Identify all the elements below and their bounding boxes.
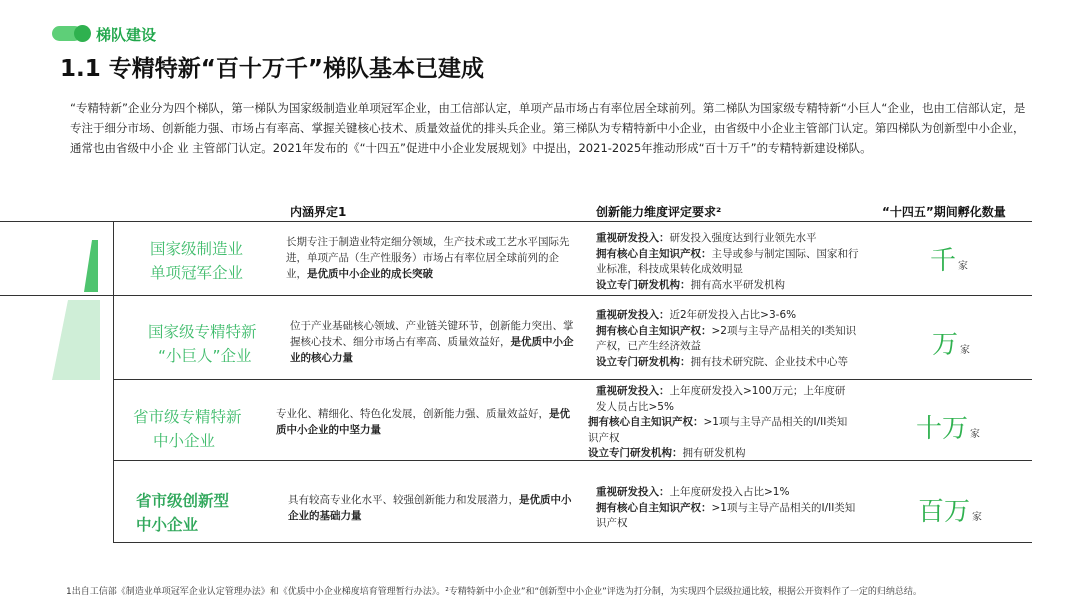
- category-line: 省市级专精特新: [133, 408, 242, 426]
- requirements-row-2: [596, 308, 864, 370]
- requirement-item: 重视研发投入：研发投入强度达到行业领先水平: [596, 232, 817, 244]
- tag-dot-icon: [74, 25, 91, 42]
- header-requirements: 创新能力维度评定要求²: [596, 205, 722, 219]
- count-row-2: [932, 324, 970, 361]
- count-row-4: [918, 491, 982, 528]
- requirement-item: 拥有核心自主知识产权：>2项与主导产品相关的I类知识产权，已产生经济效益: [596, 324, 857, 352]
- category-innovative-sme: [136, 489, 229, 537]
- category-line: “小巨人”企业: [158, 347, 252, 365]
- row-divider-1: [0, 295, 1032, 296]
- definition-highlight: 是优质中小企业的中坚力量: [276, 408, 570, 436]
- category-line: 国家级制造业: [150, 240, 244, 258]
- count-row-3: [916, 408, 980, 445]
- definition-row-2: [290, 318, 578, 366]
- table-top-rule: [0, 221, 1032, 222]
- count-unit: 家: [970, 429, 981, 440]
- category-line: 中小企业: [153, 432, 216, 450]
- table-left-rule: [113, 221, 114, 543]
- category-national-champion: [150, 237, 243, 285]
- requirement-item: 设立专门研发机构：拥有研发机构: [588, 447, 746, 459]
- requirement-item: 设立专门研发机构：拥有高水平研发机构: [596, 278, 785, 291]
- pyramid-band-2: [52, 300, 100, 380]
- category-line: 省市级创新型: [136, 492, 230, 510]
- requirement-item: 重视研发投入：上年度研发投入占比>1%: [596, 486, 790, 498]
- footnote: 1出自工信部《制造业单项冠军企业认定管理办法》和《优质中小企业梯度培育管理暂行办法》。²专精特新中小企业”和“创新型中小企业”评选为打分制，为实现四个层级拉通比较，根据公开资料作了一定的归纳总结。: [66, 587, 922, 597]
- section-tag: [52, 24, 162, 44]
- definition-highlight: 是优质中小企业的成长突破: [307, 268, 433, 280]
- category-provincial-srdi: [133, 405, 242, 453]
- category-little-giant: [148, 320, 257, 368]
- count-value: 万: [932, 330, 959, 360]
- requirement-item: 设立专门研发机构：拥有技术研究院、企业技术中心等: [596, 355, 848, 368]
- category-line: 单项冠军企业: [150, 264, 244, 282]
- requirements-row-4: [596, 485, 864, 532]
- category-line: 中小企业: [136, 516, 199, 534]
- requirement-item: 拥有核心自主知识产权：主导或参与制定国际、国家和行业标准，科技成果转化成效明显: [596, 247, 859, 275]
- definition-text: 专业化、精细化、特色化发展，创新能力强、质量效益好，: [276, 408, 549, 420]
- count-row-1: [930, 240, 968, 277]
- category-line: 国家级专精特新: [148, 323, 257, 341]
- requirements-row-1: [596, 231, 864, 293]
- definition-text: 位于产业基础核心领域、产业链关键环节，创新能力突出、掌握核心技术、细分市场占有率高、质量效益好，: [290, 320, 574, 348]
- pyramid-tip: [84, 240, 98, 292]
- count-value: 百万: [918, 497, 971, 527]
- section-tag-label: 梯队建设: [96, 26, 157, 44]
- row-divider-2: [113, 379, 1032, 380]
- requirement-item: 拥有核心自主知识产权：>1项与主导产品相关的I/II类知识产权: [588, 416, 848, 444]
- definition-row-3: [276, 406, 576, 438]
- requirement-item: 拥有核心自主知识产权：>1项与主导产品相关的I/II类知识产权: [596, 501, 856, 529]
- definition-text: 具有较高专业化水平、较强创新能力和发展潜力，: [288, 494, 519, 506]
- count-value: 十万: [916, 414, 969, 444]
- requirement-item: 重视研发投入：近2年研发投入占比>3-6%: [596, 309, 797, 321]
- count-unit: 家: [958, 261, 969, 272]
- definition-text: 长期专注于制造业特定细分领域，生产技术或工艺水平国际先进，单项产品（生产性服务）市场占有率位居全球前列的企业，: [286, 236, 570, 280]
- header-count: “十四五”期间孵化数量: [882, 205, 1006, 219]
- intro-paragraph: “专精特新”企业分为四个梯队，第一梯队为国家级制造业单项冠军企业，由工信部认定，单项产品市场占有率位居全球前列。第二梯队为国家级专精特新“小巨人“企业，也由工信部认定，是专注于细分市场、创新能力强、市场占有率高、掌握关键核心技术、质量效益优的排头兵企业。第三梯队为专精特新中小企业，由省级中小企业主管部门认定。第四梯队为创新型中小企业，通常也由省级中小企 业 主管部门认定。2021年发布的《“十四五”促进中小企业发展规划》中提出，2021-2025年推动形成“百十万千”的专精特新建设梯队。: [70, 101, 1026, 155]
- count-unit: 家: [972, 512, 983, 523]
- count-value: 千: [930, 246, 957, 276]
- page-title: 1.1 专精特新“百十万千”梯队基本已建成: [60, 56, 484, 82]
- header-definition: 内涵界定1: [290, 205, 347, 219]
- definition-highlight: 是优质中小企业的核心力量: [290, 336, 574, 364]
- definition-row-1: [286, 234, 578, 282]
- requirements-row-3: [588, 384, 864, 462]
- requirement-item: 重视研发投入：上年度研发投入>100万元；上年度研发人员占比>5%: [596, 385, 846, 413]
- count-unit: 家: [960, 345, 971, 356]
- definition-row-4: [288, 492, 576, 524]
- table-bottom-rule: [113, 542, 1032, 543]
- row-divider-3: [113, 460, 1032, 461]
- definition-highlight: 是优质中小企业的基础力量: [288, 494, 572, 522]
